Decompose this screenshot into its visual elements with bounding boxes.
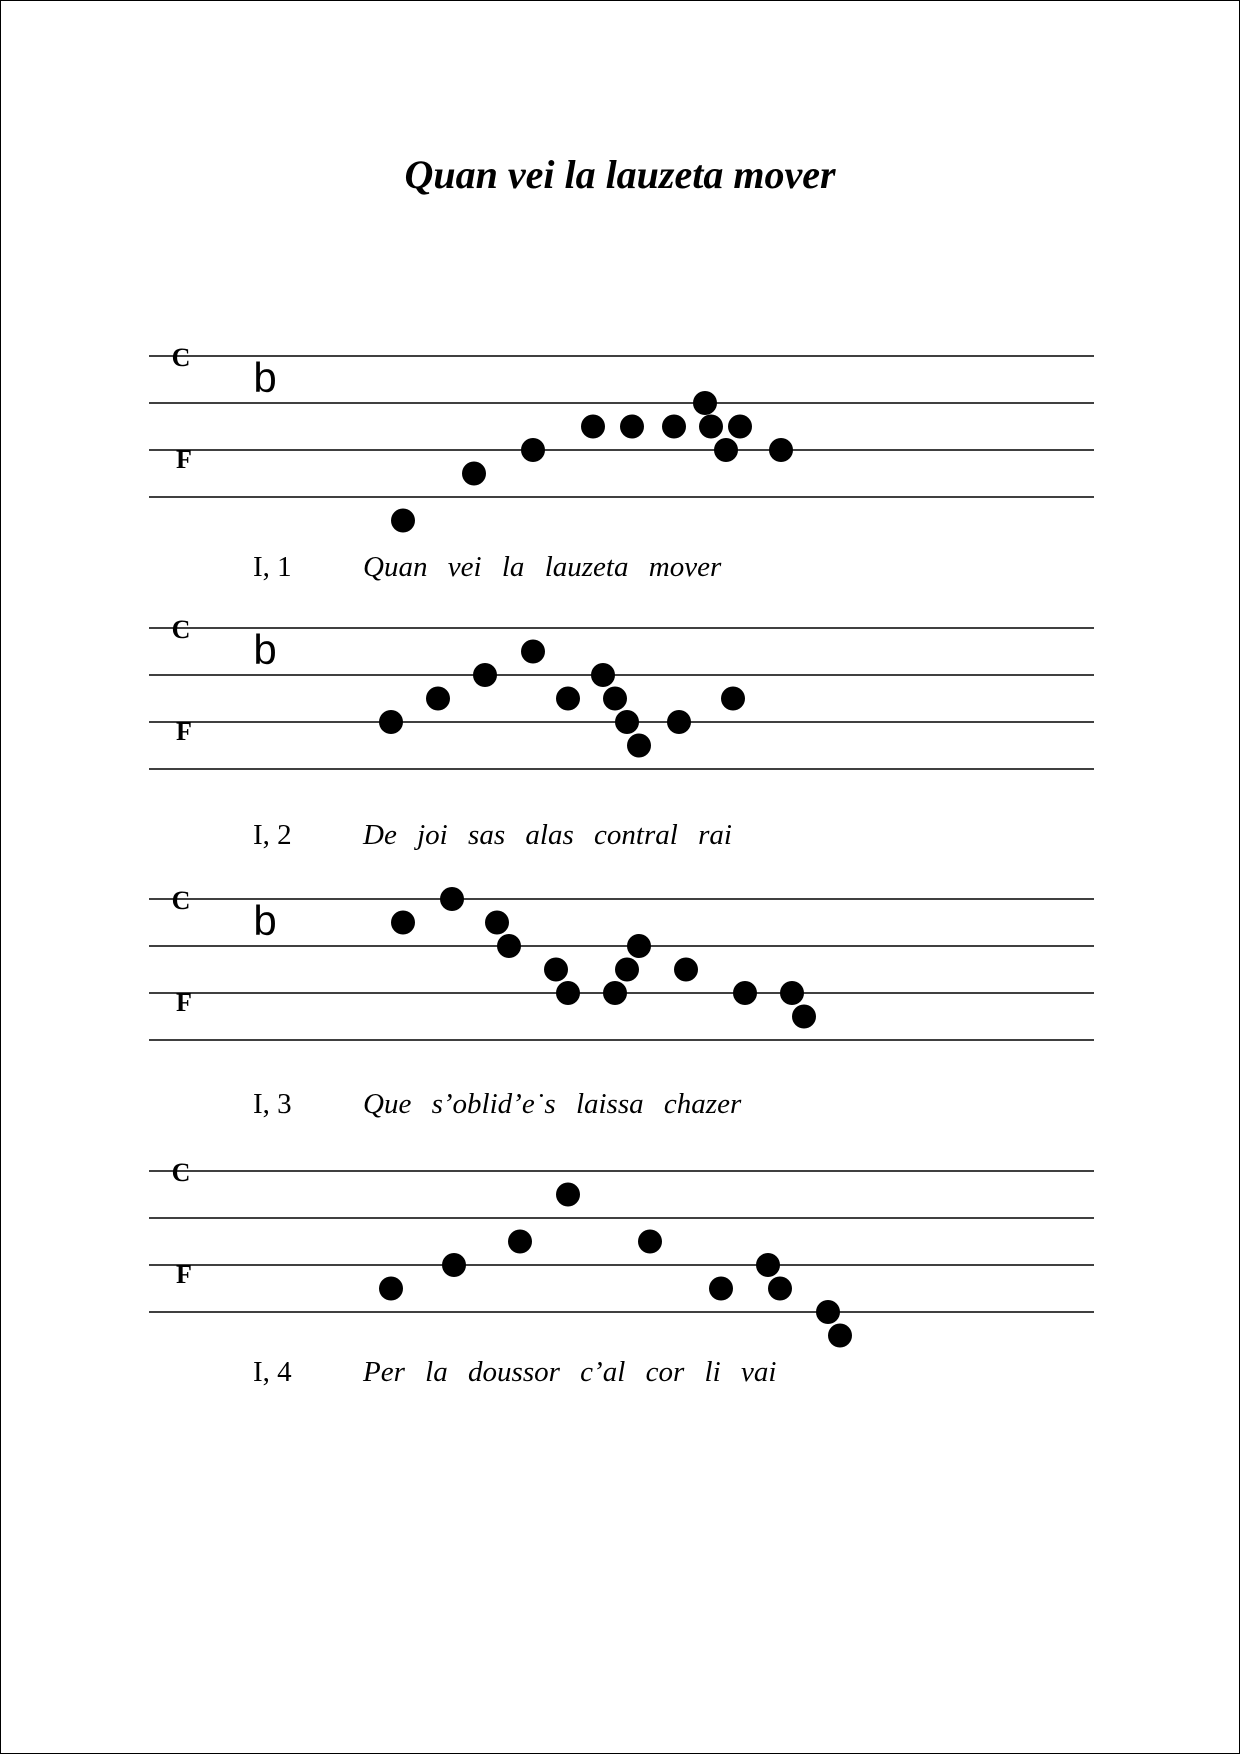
note-head (442, 1253, 466, 1277)
note-head (556, 981, 580, 1005)
note-head (391, 911, 415, 935)
note-head (556, 1183, 580, 1207)
note-head (440, 887, 464, 911)
note-head (591, 663, 615, 687)
note-head (627, 734, 651, 758)
note-head (462, 462, 486, 486)
note-head (828, 1324, 852, 1348)
note-head (620, 415, 644, 439)
note-head (721, 687, 745, 711)
note-head (667, 710, 691, 734)
verse-lyric: De joi sas alas contral rai (363, 819, 732, 851)
note-head (780, 981, 804, 1005)
note-head (792, 1005, 816, 1029)
f-clef: F (176, 1260, 192, 1289)
note-head (662, 415, 686, 439)
note-head (603, 687, 627, 711)
note-head (556, 687, 580, 711)
note-head (379, 1277, 403, 1301)
note-head (426, 687, 450, 711)
note-head (638, 1230, 662, 1254)
note-head (769, 438, 793, 462)
note-head (521, 640, 545, 664)
f-clef: F (176, 445, 192, 474)
note-head (627, 934, 651, 958)
note-head (615, 958, 639, 982)
note-head (391, 509, 415, 533)
note-head (615, 710, 639, 734)
c-clef: C (171, 615, 191, 644)
note-head (714, 438, 738, 462)
note-head (544, 958, 568, 982)
score-svg (1, 1, 1239, 1753)
verse-lyric: Que s’oblid’e˙s laissa chazer (363, 1088, 742, 1120)
note-head (768, 1277, 792, 1301)
flat-sign: b (253, 626, 277, 673)
note-head (699, 415, 723, 439)
note-head (581, 415, 605, 439)
note-head (733, 981, 757, 1005)
note-head (693, 391, 717, 415)
note-head (521, 438, 545, 462)
note-head (728, 415, 752, 439)
verse-label: I, 4 (253, 1356, 292, 1388)
note-head (473, 663, 497, 687)
note-head (379, 710, 403, 734)
note-head (508, 1230, 532, 1254)
c-clef: C (171, 886, 191, 915)
page-title: Quan vei la lauzeta mover (404, 152, 836, 197)
note-head (497, 934, 521, 958)
note-head (603, 981, 627, 1005)
flat-sign: b (253, 354, 277, 401)
verse-label: I, 3 (253, 1088, 292, 1120)
note-head (816, 1300, 840, 1324)
note-head (674, 958, 698, 982)
verse-label: I, 2 (253, 819, 292, 851)
flat-sign: b (253, 897, 277, 944)
verse-lyric: Per la doussor c’al cor li vai (363, 1356, 777, 1388)
note-head (485, 911, 509, 935)
note-head (756, 1253, 780, 1277)
verse-label: I, 1 (253, 551, 292, 583)
verse-lyric: Quan vei la lauzeta mover (363, 551, 722, 583)
f-clef: F (176, 988, 192, 1017)
note-head (709, 1277, 733, 1301)
c-clef: C (171, 1158, 191, 1187)
c-clef: C (171, 343, 191, 372)
f-clef: F (176, 717, 192, 746)
